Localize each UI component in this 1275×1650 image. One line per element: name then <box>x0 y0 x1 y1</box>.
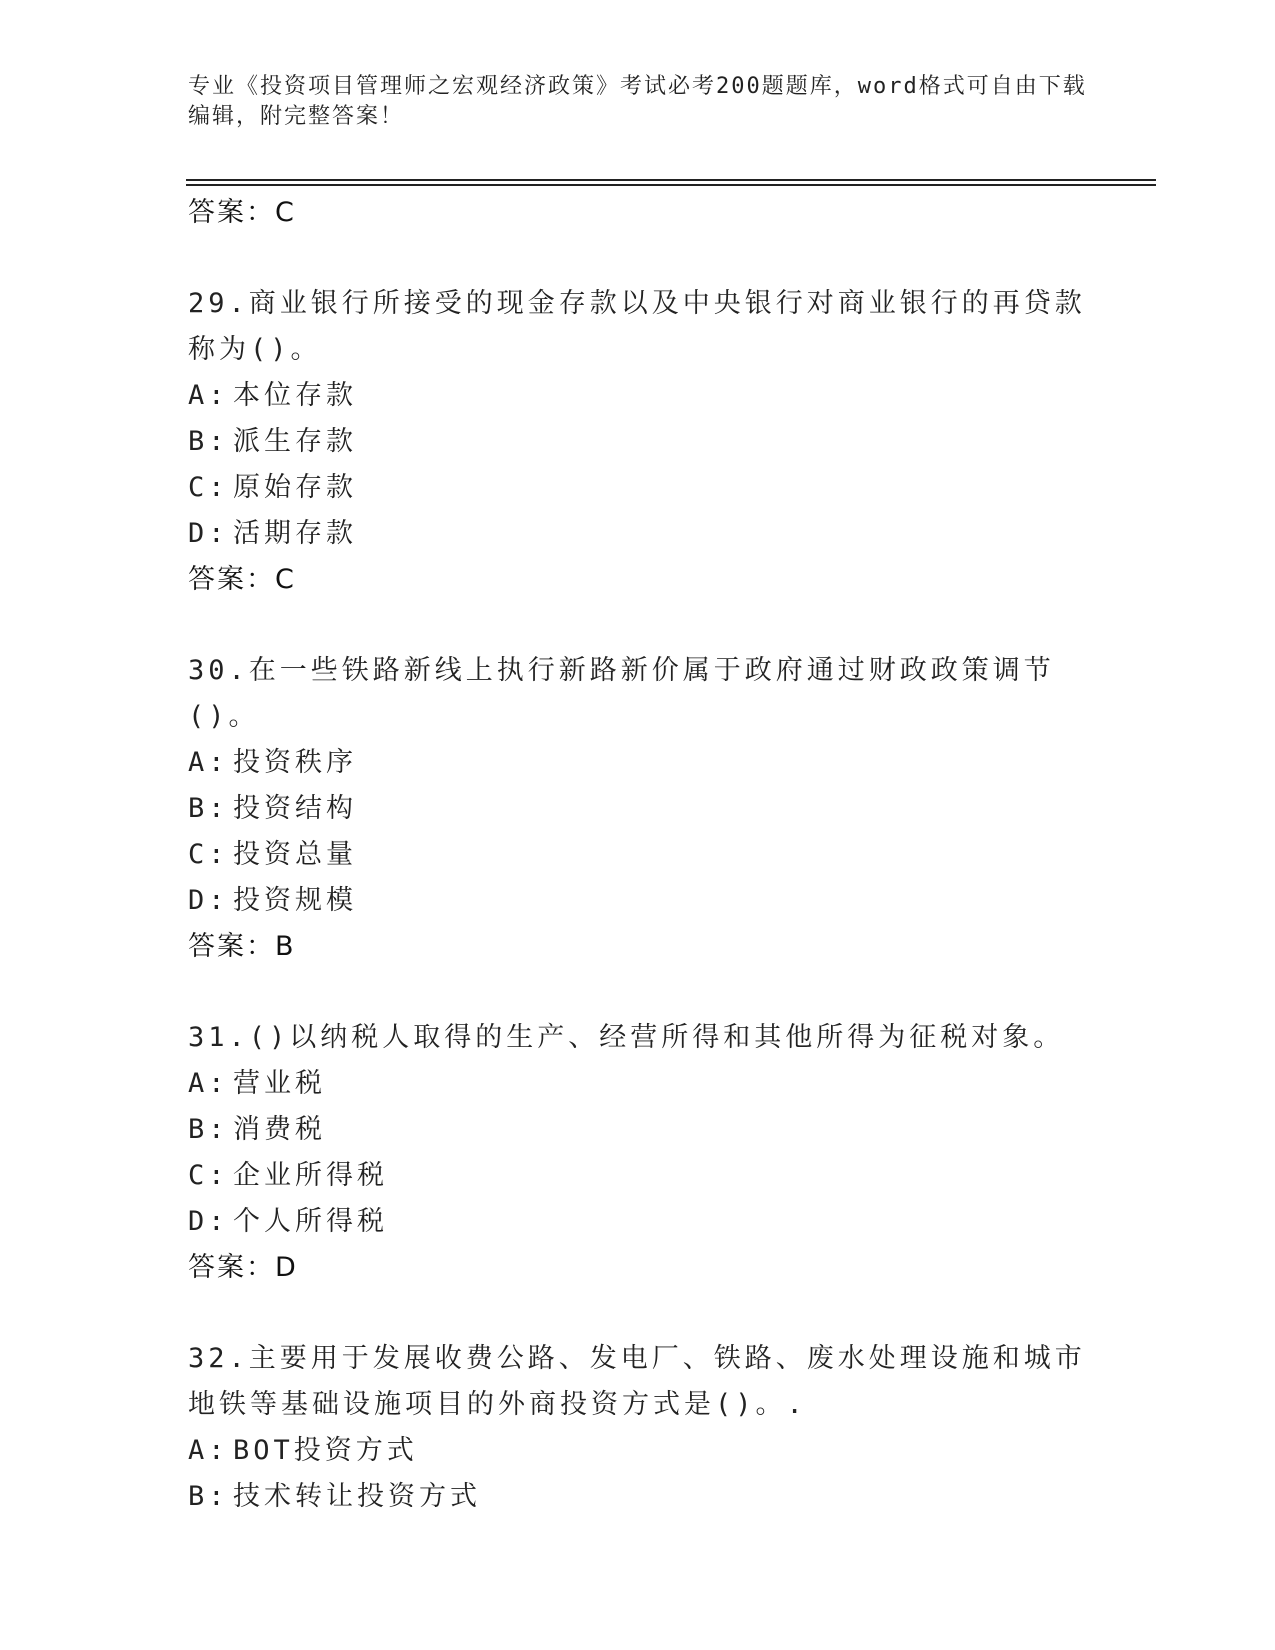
option-a <box>188 373 1188 419</box>
option-c <box>188 465 1188 511</box>
document-header: 专业《投资项目管理师之宏观经济政策》考试必考200题题库，word格式可自由下载编辑，附完整答案！ <box>188 74 1087 129</box>
answer-label: 答案： <box>188 1252 275 1283</box>
option-b <box>188 1474 1188 1520</box>
question-31 <box>188 1015 1188 1290</box>
answer-value: C <box>275 197 296 228</box>
question-text: 32.主要用于发展收费公路、发电厂、铁路、废水处理设施和城市地铁等基础设施项目的外商投资方式是()。. <box>188 1343 1086 1420</box>
option-b <box>188 1107 1188 1153</box>
answer-line <box>188 924 1188 969</box>
option-letter: D: <box>188 885 229 916</box>
option-letter: B: <box>188 1114 229 1145</box>
option-a <box>188 740 1188 786</box>
option-letter: A: <box>188 1435 229 1466</box>
option-text: 投资规模 <box>233 885 357 916</box>
answer-label: 答案： <box>188 197 275 228</box>
answer-label: 答案： <box>188 564 275 595</box>
option-d <box>188 878 1188 924</box>
document-content <box>188 190 1188 1520</box>
answer-value: D <box>275 1252 298 1283</box>
question-30 <box>188 648 1188 969</box>
option-text: 消费税 <box>233 1114 326 1145</box>
header-rule-bottom <box>186 184 1156 186</box>
spacer <box>188 969 1188 1015</box>
option-text: 派生存款 <box>233 426 357 457</box>
answer-value: C <box>275 564 296 595</box>
option-text: 营业税 <box>233 1068 326 1099</box>
option-letter: D: <box>188 1206 229 1237</box>
option-letter: B: <box>188 793 229 824</box>
option-text: BOT投资方式 <box>233 1435 418 1466</box>
answer-line <box>188 1245 1188 1290</box>
question-29 <box>188 281 1188 602</box>
option-b <box>188 419 1188 465</box>
option-a <box>188 1428 1188 1474</box>
answer-line <box>188 557 1188 602</box>
question-text: 31.()以纳税人取得的生产、经营所得和其他所得为征税对象。 <box>188 1022 1065 1053</box>
answer-value: B <box>275 931 296 962</box>
option-text: 个人所得税 <box>233 1206 388 1237</box>
question-text: 30.在一些铁路新线上执行新路新价属于政府通过财政政策调节()。 <box>188 655 1055 732</box>
option-letter: D: <box>188 518 229 549</box>
option-text: 活期存款 <box>233 518 357 549</box>
spacer <box>188 602 1188 648</box>
option-text: 投资秩序 <box>233 747 357 778</box>
option-letter: A: <box>188 380 229 411</box>
header-rule-top <box>186 179 1156 181</box>
option-text: 原始存款 <box>233 472 357 503</box>
option-letter: C: <box>188 472 229 503</box>
spacer <box>188 1290 1188 1336</box>
option-c <box>188 1153 1188 1199</box>
answer-label: 答案： <box>188 931 275 962</box>
option-letter: C: <box>188 1160 229 1191</box>
spacer <box>188 235 1188 281</box>
question-32 <box>188 1336 1188 1520</box>
question-text: 29.商业银行所接受的现金存款以及中央银行对商业银行的再贷款称为()。 <box>188 288 1086 365</box>
option-c <box>188 832 1188 878</box>
option-text: 投资结构 <box>233 793 357 824</box>
option-letter: C: <box>188 839 229 870</box>
option-d <box>188 1199 1188 1245</box>
option-text: 本位存款 <box>233 380 357 411</box>
option-b <box>188 786 1188 832</box>
option-letter: B: <box>188 426 229 457</box>
option-letter: A: <box>188 747 229 778</box>
option-text: 投资总量 <box>233 839 357 870</box>
option-letter: A: <box>188 1068 229 1099</box>
option-d <box>188 511 1188 557</box>
option-a <box>188 1061 1188 1107</box>
option-letter: B: <box>188 1481 229 1512</box>
answer-line <box>188 190 1188 235</box>
option-text: 企业所得税 <box>233 1160 388 1191</box>
option-text: 技术转让投资方式 <box>233 1481 481 1512</box>
